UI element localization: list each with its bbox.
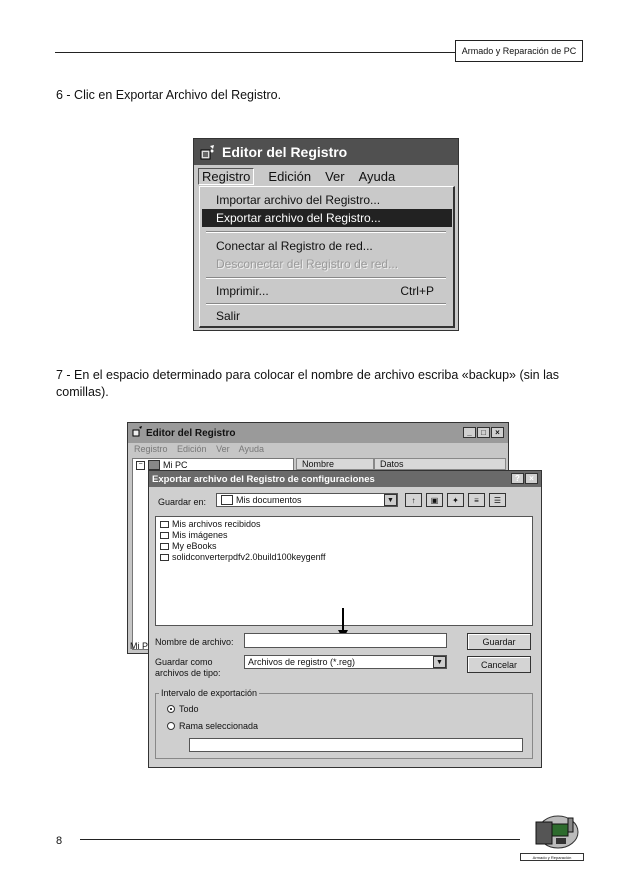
new-folder-icon[interactable]: ✦ [447,493,464,507]
chevron-down-icon[interactable]: ▼ [384,494,397,506]
minimize-icon[interactable]: _ [463,427,476,438]
print-shortcut: Ctrl+P [400,284,434,298]
save-in-combo[interactable] [216,493,398,507]
export-dialog-screenshot [127,422,542,768]
registry-title: Editor del Registro [222,144,348,160]
folder-icon [160,543,169,550]
menu-registro[interactable]: Registro [198,168,254,185]
footer-rule [80,839,520,840]
menu-item-import[interactable]: Importar archivo del Registro... [216,193,381,207]
filename-label: Nombre de archivo: [155,637,234,647]
menu-item-connect[interactable]: Conectar al Registro de red... [216,239,373,253]
list-view-icon[interactable]: ≡ [468,493,485,507]
menu-separator [206,231,446,233]
menu-item-disconnect: Desconectar del Registro de red... [216,257,399,271]
bg-titlebar [128,423,508,443]
list-item[interactable]: solidconverterpdfv2.0build100keygenff [160,552,325,562]
step-6-text: 6 - Clic en Exportar Archivo del Registro. [56,88,282,102]
list-item[interactable]: My eBooks [160,541,217,551]
bg-menu-edicion[interactable]: Edición [177,444,207,454]
radio-selected-branch[interactable] [167,721,258,731]
filetype-select[interactable] [244,655,447,669]
save-in-label: Guardar en: [158,497,207,507]
menu-item-print[interactable]: Imprimir... Ctrl+P [216,284,434,298]
folder-icon [160,521,169,528]
column-header-data[interactable]: Datos [374,458,506,470]
folder-icon [221,495,233,505]
cancel-button[interactable]: Cancelar [467,656,531,673]
list-item[interactable]: Mis archivos recibidos [160,519,261,529]
filetype-label-line1: Guardar como [155,657,213,667]
tree-root[interactable]: Mi PC [163,460,188,470]
branch-input[interactable] [189,738,523,752]
logo-caption: Armado y Reparación [520,853,584,861]
list-item[interactable]: Mis imágenes [160,530,228,540]
folder-icon [160,532,169,539]
save-in-value: Mis documentos [236,495,302,505]
radio-checked-icon [167,705,175,713]
close-icon[interactable]: × [525,473,538,484]
menu-ayuda[interactable]: Ayuda [358,168,396,184]
folder-icon [160,554,169,561]
bg-menu-registro[interactable]: Registro [134,444,168,454]
registry-editor-icon [200,144,216,160]
chevron-down-icon[interactable]: ▼ [433,656,446,668]
export-range-label: Intervalo de exportación [161,688,258,698]
radio-all[interactable] [167,704,199,714]
dialog-title: Exportar archivo del Registro de configuraciones [152,473,375,485]
bg-statusbar: Mi P [130,641,148,651]
filename-input[interactable] [244,633,447,648]
help-icon[interactable]: ? [511,473,524,484]
menu-ver[interactable]: Ver [325,168,345,184]
header-title: Armado y Reparación de PC [455,40,583,62]
registry-titlebar [194,139,458,165]
radio-selected-label: Rama seleccionada [179,721,259,731]
bg-window-title: Editor del Registro [146,427,236,439]
filetype-value: Archivos de registro (*.reg) [248,657,356,667]
details-view-icon[interactable]: ☰ [489,493,506,507]
menu-separator [206,303,446,305]
menu-item-exit[interactable]: Salir [216,309,241,323]
close-icon[interactable]: × [491,427,504,438]
menu-item-export[interactable]: Exportar archivo del Registro... [202,209,452,227]
collapse-icon[interactable]: − [136,461,145,470]
desktop-icon[interactable]: ▣ [426,493,443,507]
radio-all-label: Todo [179,704,199,714]
up-folder-icon[interactable]: ↑ [405,493,422,507]
save-button[interactable]: Guardar [467,633,531,650]
filetype-label-line2: archivos de tipo: [155,668,221,678]
dialog-titlebar [149,471,541,487]
bg-menubar [134,444,271,454]
bg-menu-ver[interactable]: Ver [216,444,230,454]
bg-menu-ayuda[interactable]: Ayuda [238,444,264,454]
registry-editor-icon [132,426,143,440]
page-number: 8 [56,835,63,847]
menu-separator [206,277,446,279]
registry-menu-screenshot [193,138,459,331]
step-7-text: 7 - En el espacio determinado para colocar el nombre de archivo escriba «backup» (sin las comillas). [56,368,560,399]
export-dialog [148,470,542,768]
column-header-name[interactable]: Nombre [296,458,374,470]
header-rule [55,52,455,53]
registro-dropdown [199,186,455,328]
registry-menubar [194,165,458,187]
menu-edicion[interactable]: Edición [268,168,312,184]
computer-icon [148,460,160,470]
maximize-icon[interactable]: □ [477,427,490,438]
radio-unchecked-icon [167,722,175,730]
